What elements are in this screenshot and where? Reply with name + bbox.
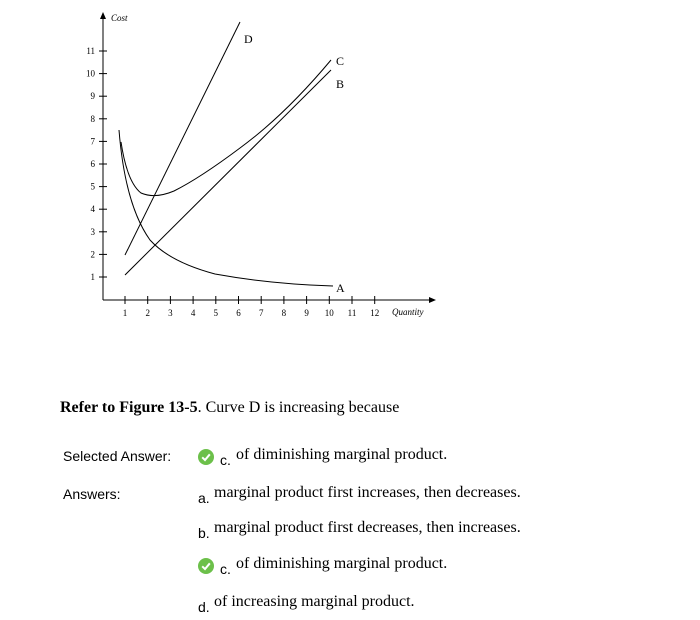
x-tick-label: 1: [122, 308, 128, 318]
answer-option-letter: d.: [198, 599, 210, 615]
y-tick-label: 3: [90, 226, 95, 237]
question-text: [60, 399, 399, 417]
y-tick-label: 1: [90, 272, 95, 282]
x-tick-label: 11: [347, 308, 357, 318]
answer-option-letter: c.: [220, 561, 231, 577]
y-tick-label: 11: [86, 46, 95, 56]
x-tick-label: 6: [236, 308, 241, 318]
question-rest: . Curve D is increasing because: [197, 399, 400, 416]
y-tick-label: 5: [90, 181, 95, 192]
curve-b: [125, 70, 331, 275]
correct-check-icon: [198, 449, 214, 465]
y-tick-label: 4: [90, 204, 95, 215]
x-tick-label: 2: [145, 308, 150, 318]
y-axis-label: Cost: [111, 13, 128, 23]
y-tick-label: 2: [90, 249, 95, 260]
curve-label-b: B: [336, 77, 345, 91]
selected-answer-label: Selected Answer:: [63, 448, 172, 464]
answer-option-letter: b.: [198, 525, 210, 541]
x-tick-label: 12: [370, 308, 380, 318]
y-tick-label: 8: [90, 113, 95, 124]
x-tick-label: 7: [258, 308, 264, 318]
y-tick-label: 9: [90, 91, 95, 102]
x-tick-label: 8: [281, 308, 287, 318]
curve-c: [121, 60, 331, 196]
correct-check-icon: [198, 558, 214, 574]
answer-option-text: marginal product first decreases, then increases.: [214, 519, 521, 536]
y-tick-label: 6: [90, 159, 95, 169]
x-tick-label: 4: [190, 308, 196, 318]
selected-answer-letter: c.: [220, 452, 231, 468]
curve-label-a: A: [336, 281, 345, 295]
answers-label: Answers:: [63, 486, 121, 502]
y-ticks: [86, 46, 107, 282]
answer-option-text: of increasing marginal product.: [214, 593, 415, 610]
y-tick-label: 7: [90, 136, 95, 147]
x-tick-label: 9: [304, 308, 309, 318]
figure-reference: Refer to Figure 13-5: [60, 399, 198, 416]
x-axis-label: Quantity: [392, 307, 424, 317]
answer-option-text: of diminishing marginal product.: [236, 555, 448, 572]
answer-option-text: marginal product first increases, then decreases.: [214, 484, 521, 501]
curve-label-d: D: [244, 32, 253, 46]
x-tick-label: 5: [213, 308, 219, 318]
x-tick-label: 3: [168, 308, 173, 318]
curve-d: [125, 22, 240, 255]
answer-option-letter: a.: [198, 490, 210, 506]
y-tick-label: 10: [86, 68, 95, 79]
curve-label-c: C: [336, 54, 345, 68]
selected-answer-text: of diminishing marginal product.: [236, 446, 448, 463]
x-tick-label: 10: [324, 308, 334, 318]
curve-a: [119, 130, 333, 286]
y-axis-arrow: [100, 12, 106, 19]
x-axis-arrow: [429, 297, 436, 303]
x-ticks: [123, 296, 379, 318]
